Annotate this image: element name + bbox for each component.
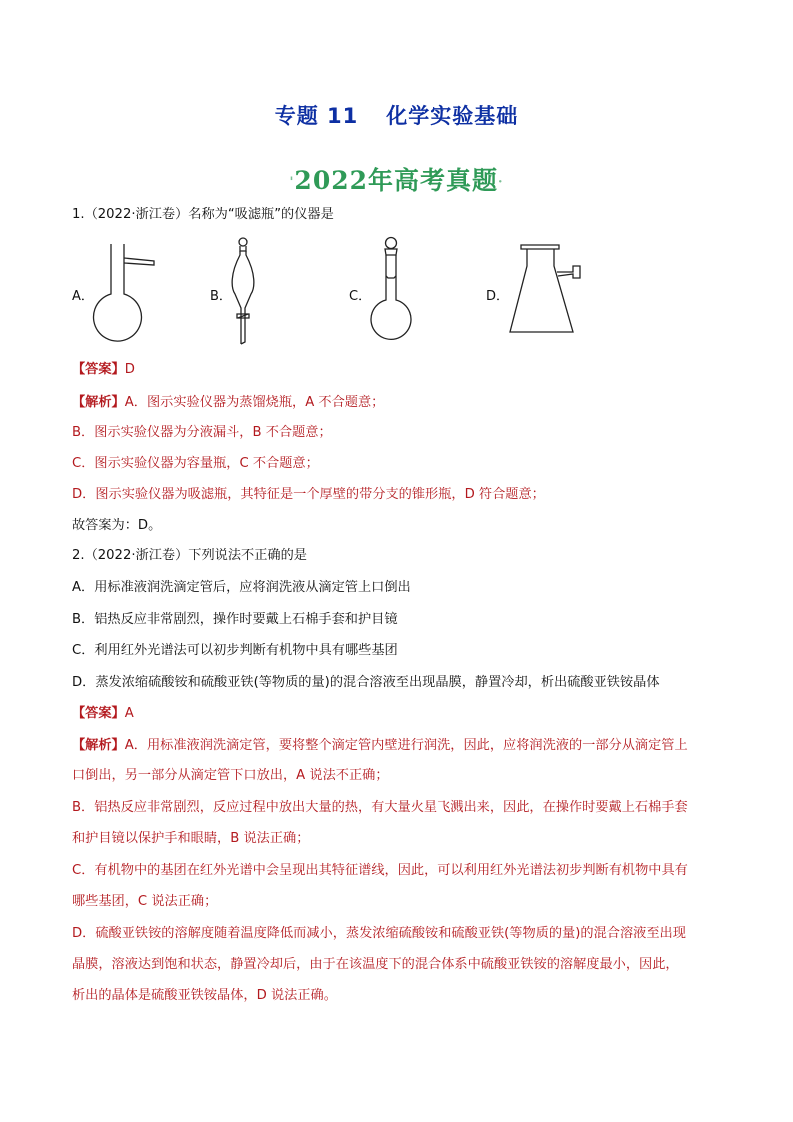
q1-analysis-3: D．图示实验仪器为吸滤瓶，其特征是一个厚壁的带分支的锥形瓶，D 符合题意； (72, 487, 545, 502)
q1-option-a-label: A． (72, 289, 94, 304)
topic-number: 专题 11 (274, 104, 359, 128)
topic-subject: 化学实验基础 (386, 104, 519, 128)
q2-analysis-0: 【解析】A．用标准液润洗滴定管，要将整个滴定管内壁进行润洗，因此，应将润洗液的一部分从滴定管上 (72, 738, 688, 753)
q1-answer-value: D (124, 362, 135, 377)
q2-analysis-3: 和护目镜以保护手和眼睛，B 说法正确； (72, 831, 310, 846)
q1-option-d-label: D． (486, 289, 510, 304)
q1-analysis-2: C．图示实验仪器为容量瓶，C 不合题意； (72, 456, 319, 471)
q1-analysis-tag: 【解析】 (72, 395, 125, 410)
q2-analysis-1: 口倒出，另一部分从滴定管下口放出，A 说法不正确； (72, 768, 389, 783)
q2-option-a: A．用标准液润洗滴定管后，应将润洗液从滴定管上口倒出 (72, 580, 411, 595)
q2-answer (72, 704, 134, 724)
q2-answer-tag: 【答案】 (72, 706, 125, 721)
q2-analysis-6: D．硫酸亚铁铵的溶解度随着温度降低而减小，蒸发浓缩硫酸铵和硫酸亚铁(等物质的量)的混合溶液至出现 (72, 926, 686, 941)
q2-option-b: B．铝热反应非常剧烈，操作时要戴上石棉手套和护目镜 (72, 612, 398, 627)
q2-stem: 2.（2022·浙江卷）下列说法不正确的是 (72, 548, 307, 563)
q2-analysis-5: 哪些基团，C 说法正确； (72, 894, 218, 909)
q2-analysis-2: B．铝热反应非常剧烈，反应过程中放出大量的热，有大量火星飞溅出来，因此，在操作时要戴上石棉手套 (72, 800, 688, 815)
distillation-flask-icon (90, 244, 160, 344)
page-title (0, 100, 793, 130)
q1-option-b-label: B． (210, 289, 232, 304)
q2-answer-value: A (124, 706, 134, 721)
q2-analysis-4: C．有机物中的基团在红外光谱中会呈现出其特征谱线，因此，可以利用红外光谱法初步判断有机物中具有 (72, 863, 688, 878)
banner-text: 2022年高考真题 (294, 166, 499, 195)
q2-analysis-8: 析出的晶体是硫酸亚铁铵晶体，D 说法正确。 (72, 988, 337, 1003)
q2-option-c: C．利用红外光谱法可以初步判断有机物中具有哪些基团 (72, 643, 398, 658)
separatory-funnel-icon (225, 236, 265, 348)
q1-analysis-0: 【解析】A．图示实验仪器为蒸馏烧瓶，A 不合题意； (72, 395, 385, 410)
volumetric-flask-icon (366, 236, 416, 346)
q1-conclusion: 故答案为：D。 (72, 518, 162, 533)
section-banner: '2022年高考真题· (289, 166, 504, 195)
q2-analysis-tag: 【解析】 (72, 738, 125, 753)
q2-analysis-7: 晶膜，溶液达到饱和状态，静置冷却后，由于在该温度下的混合体系中硫酸亚铁铵的溶解度最小，因此， (72, 957, 679, 972)
suction-flask-icon (507, 244, 587, 336)
q1-answer-tag: 【答案】 (72, 362, 125, 377)
q1-analysis-1: B．图示实验仪器为分液漏斗，B 不合题意； (72, 425, 332, 440)
q1-stem: 1.（2022·浙江卷）名称为“吸滤瓶”的仪器是 (72, 207, 334, 222)
q1-option-c-label: C． (349, 289, 372, 304)
q2-option-d: D．蒸发浓缩硫酸铵和硫酸亚铁(等物质的量)的混合溶液至出现晶膜，静置冷却，析出硫酸亚铁铵晶体 (72, 675, 660, 690)
q1-answer (72, 360, 135, 380)
